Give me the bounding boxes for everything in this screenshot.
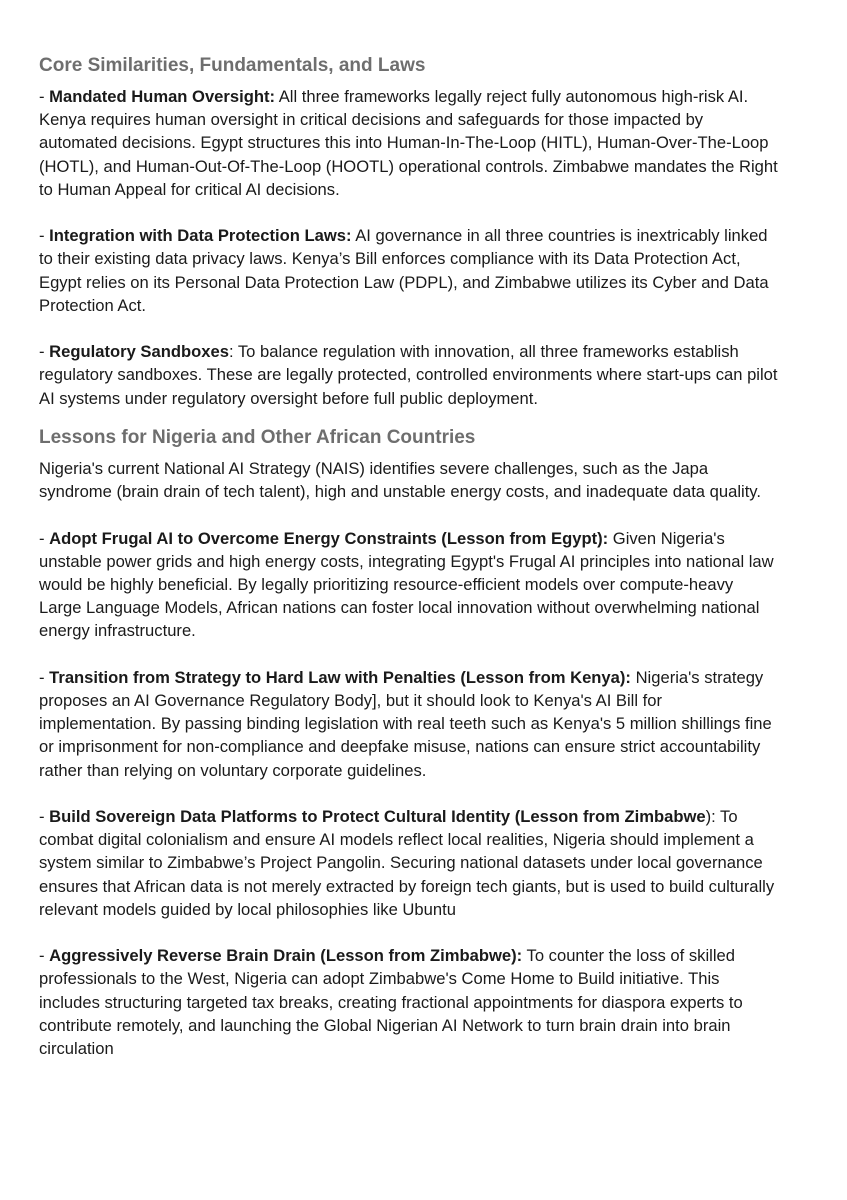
bullet-body-text: Nigeria's strategy proposes an AI Governance Regulatory Body], but it should look to Kenya's AI Bill for implementation. By passing binding legislation with real teeth such as Kenya's 5 million shillings fine or imprisonment for non-compliance and deepfake misuse, nations can ensure strict accountability rather than relying on voluntary corporate guidelines. (39, 667, 772, 780)
intro-paragraph: Nigeria's current National AI Strategy (NAIS) identifies severe challenges, such as the Japa syndrome (brain drain of tech talent), high and unstable energy costs, and inadequate data quality. (39, 459, 761, 502)
bullet-lead-bold: Aggressively Reverse Brain Drain (Lesson from Zimbabwe): (49, 946, 523, 966)
bullet-lead-bold: Mandated Human Oversight: (49, 87, 276, 106)
bullet-mandated-human-oversight (39, 85, 779, 201)
bullet-lead-bold: Adopt Frugal AI to Overcome Energy Constraints (Lesson from Egypt): (49, 528, 609, 548)
bullet-body-text: AI governance in all three countries is inextricably linked to their existing data privacy laws. Kenya’s Bill enforces compliance with its Data Protection Act, Egypt relies on its Personal Data Protection Law (PDPL), and Zimbabwe utilizes its Cyber and Data Protection Act. (39, 226, 769, 315)
bullet-body-text: Given Nigeria's unstable power grids and high energy costs, integrating Egypt's Frugal AI principles into national law would be highly beneficial. By legally prioritizing resource-efficient models over compute-heavy Large Language Models, African nations can foster local innovation without overwhelming national energy infrastructure. (39, 528, 774, 641)
bullet-dash: - (39, 342, 50, 362)
document-body (39, 53, 779, 1083)
bullet-dash: - (39, 807, 50, 826)
bullet-dash: - (39, 528, 50, 548)
bullet-dash: - (39, 226, 50, 246)
bullet-regulatory-sandboxes (39, 340, 779, 410)
bullet-frugal-ai (39, 527, 779, 643)
bullet-reverse-brain-drain (39, 944, 779, 1060)
bullet-data-protection-integration (39, 224, 779, 317)
bullet-hard-law-penalties (39, 666, 779, 782)
bullet-dash: - (39, 87, 50, 106)
bullet-lead-bold: Transition from Strategy to Hard Law with Penalties (Lesson from Kenya): (49, 667, 631, 687)
bullet-body-text: All three frameworks legally reject fully autonomous high-risk AI. Kenya requires human oversight in critical decisions and safeguards for those impacted by automated decisions. Egypt structures this into Human-In-The-Loop (HITL), Human-Over-The-Loop (HOTL), and Human-Out-Of-The-Loop (HOOTL) operational controls. Zimbabwe mandates the Right to Human Appeal for critical AI decisions. (39, 87, 778, 199)
section-heading-lessons: Lessons for Nigeria and Other African Countries (39, 427, 476, 448)
bullet-body-text: ): To combat digital colonialism and ensure AI models reflect local realities, Nigeria should implement a system similar to Zimbabwe’s Project Pangolin. Securing national datasets under local governance ensures that African data is not merely extracted by foreign tech giants, but is used to build culturally relevant models guided by local philosophies like Ubuntu (39, 807, 775, 919)
bullet-dash: - (39, 667, 50, 687)
bullet-dash: - (39, 946, 50, 966)
bullet-lead-bold: Integration with Data Protection Laws: (49, 226, 352, 246)
bullet-lead-bold: Build Sovereign Data Platforms to Protect Cultural Identity (Lesson from Zimbabwe (49, 807, 706, 826)
bullet-body-text: To counter the loss of skilled professionals to the West, Nigeria can adopt Zimbabwe's Come Home to Build initiative. This includes structuring targeted tax breaks, creating fractional appointments for diaspora experts to contribute remotely, and launching the Global Nigerian AI Network to turn brain drain into brain circulation (39, 946, 743, 1059)
bullet-sovereign-data-platforms (39, 805, 779, 921)
bullet-lead-bold: Regulatory Sandboxes (49, 342, 229, 362)
bullet-body-text: : To balance regulation with innovation, all three frameworks establish regulatory sandboxes. These are legally protected, controlled environments where start-ups can pilot AI systems under regulatory oversight before full public deployment. (39, 342, 778, 408)
section-heading-core-similarities: Core Similarities, Fundamentals, and Laws (39, 55, 426, 76)
